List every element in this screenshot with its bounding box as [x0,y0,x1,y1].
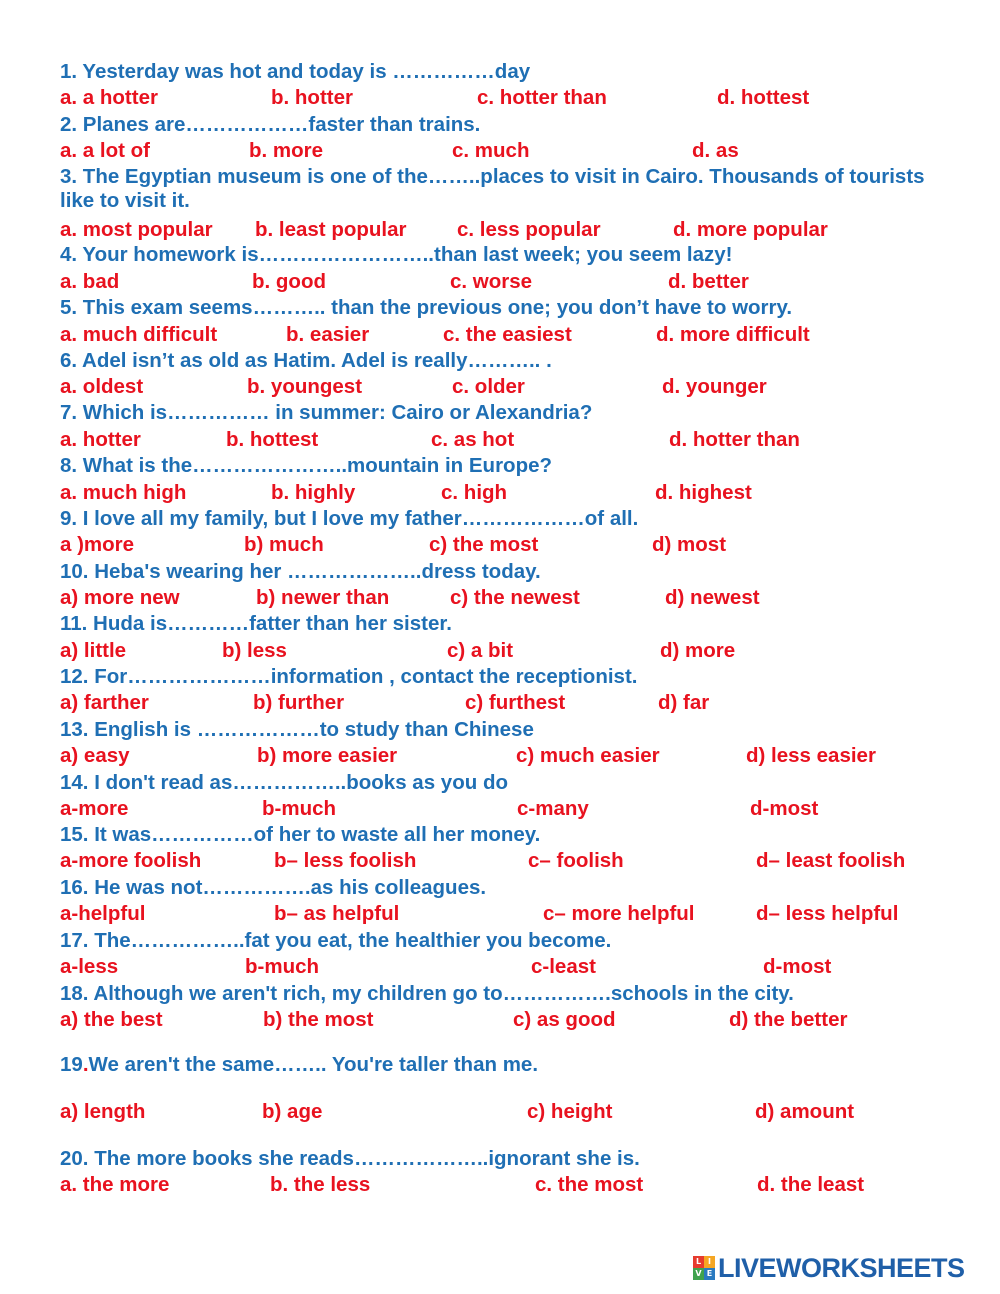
question-7: 7. Which is…………… in summer: Cairo or Alexandria? [60,401,593,424]
question-13-option-b[interactable]: b) more easier [257,744,398,767]
question-3: 3. The Egyptian museum is one of the……..places to visit in Cairo. Thousands of tourists like to visit it. [60,165,925,212]
question-18-option-c[interactable]: c) as good [513,1008,616,1031]
question-16: 16. He was not…………….as his colleagues. [60,876,487,899]
question-13-option-d[interactable]: d) less easier [746,744,876,767]
question-5-option-b[interactable]: b. easier [286,323,370,346]
question-number-dot: . [82,1053,89,1076]
question-8-option-c[interactable]: c. high [441,481,508,504]
question-14-option-d[interactable]: d-most [750,797,819,820]
question-17-option-a[interactable]: a-less [60,955,119,978]
logo-mark-letter: L [693,1256,704,1268]
question-11-option-b[interactable]: b) less [222,639,287,662]
question-8-option-a[interactable]: a. much high [60,481,187,504]
question-8: 8. What is the…………………..mountain in Europe? [60,454,553,477]
question-18: 18. Although we aren't rich, my children go to…………….schools in the city. [60,982,794,1005]
question-1-option-b[interactable]: b. hotter [271,86,353,109]
question-11-option-c[interactable]: c) a bit [447,639,514,662]
logo-mark-icon [693,1256,715,1280]
question-5-option-d[interactable]: d. more difficult [656,323,810,346]
question-9: 9. I love all my family, but I love my father………………of all. [60,507,639,530]
question-18-option-d[interactable]: d) the better [729,1008,848,1031]
question-3-option-c[interactable]: c. less popular [457,218,601,241]
question-10: 10. Heba's wearing her ………………..dress today. [60,560,541,583]
question-12-option-b[interactable]: b) further [253,691,345,714]
logo-mark-letter: E [704,1268,715,1280]
question-9-option-c[interactable]: c) the most [429,533,539,556]
question-11-option-a[interactable]: a) little [60,639,127,662]
question-18-option-b[interactable]: b) the most [263,1008,374,1031]
question-1: 1. Yesterday was hot and today is ……………day [60,60,531,83]
question-19-option-d[interactable]: d) amount [755,1100,855,1123]
question-3-option-b[interactable]: b. least popular [255,218,407,241]
question-14: 14. I don't read as……………..books as you do [60,771,508,794]
question-18-option-a[interactable]: a) the best [60,1008,163,1031]
question-7-option-d[interactable]: d. hotter than [669,428,800,451]
question-4-option-a[interactable]: a. bad [60,270,120,293]
question-10-option-a[interactable]: a) more new [60,586,180,609]
question-13-option-a[interactable]: a) easy [60,744,130,767]
question-11: 11. Huda is…………fatter than her sister. [60,612,452,635]
question-7-option-c[interactable]: c. as hot [431,428,515,451]
question-20-option-b[interactable]: b. the less [270,1173,371,1196]
question-5-option-a[interactable]: a. much difficult [60,323,218,346]
question-9-option-a[interactable]: a )more [60,533,135,556]
question-4-option-b[interactable]: b. good [252,270,327,293]
question-4-option-d[interactable]: d. better [668,270,749,293]
logo-mark-letter: I [704,1256,715,1268]
question-2: 2. Planes are………………faster than trains. [60,113,481,136]
liveworksheets-logo [693,1253,965,1283]
question-2-option-d[interactable]: d. as [692,139,739,162]
question-9-option-b[interactable]: b) much [244,533,324,556]
question-19-option-c[interactable]: c) height [527,1100,613,1123]
logo-mark-letter: V [693,1268,704,1280]
question-9-option-d[interactable]: d) most [652,533,727,556]
question-4-option-c[interactable]: c. worse [450,270,533,293]
question-15: 15. It was……………of her to waste all her money. [60,823,541,846]
question-8-option-d[interactable]: d. highest [655,481,752,504]
question-13: 13. English is ………………to study than Chinese [60,718,534,741]
question-17-option-d[interactable]: d-most [763,955,832,978]
question-2-option-b[interactable]: b. more [249,139,324,162]
question-12-option-d[interactable]: d) far [658,691,710,714]
question-12: 12. For…………………information , contact the receptionist. [60,665,638,688]
question-number: 19 [60,1053,83,1076]
question-8-option-b[interactable]: b. highly [271,481,356,504]
question-6-option-b[interactable]: b. youngest [247,375,363,398]
question-16-option-b[interactable]: b– as helpful [274,902,400,925]
question-16-option-c[interactable]: c– more helpful [543,902,695,925]
question-17-option-b[interactable]: b-much [245,955,320,978]
question-6-option-a[interactable]: a. oldest [60,375,144,398]
question-1-option-a[interactable]: a. a hotter [60,86,158,109]
question-12-option-a[interactable]: a) farther [60,691,149,714]
question-11-option-d[interactable]: d) more [660,639,736,662]
question-3-option-a[interactable]: a. most popular [60,218,213,241]
question-10-option-d[interactable]: d) newest [665,586,760,609]
question-20-option-d[interactable]: d. the least [757,1173,865,1196]
question-5-option-c[interactable]: c. the easiest [443,323,572,346]
question-text: We aren't the same…….. You're taller than me. [88,1053,539,1076]
question-7-option-b[interactable]: b. hottest [226,428,319,451]
question-10-option-b[interactable]: b) newer than [256,586,390,609]
question-12-option-c[interactable]: c) furthest [465,691,566,714]
question-19-option-a[interactable]: a) length [60,1100,146,1123]
question-17: 17. The……………..fat you eat, the healthier you become. [60,929,612,952]
question-15-option-b[interactable]: b– less foolish [274,849,417,872]
question-14-option-a[interactable]: a-more [60,797,129,820]
question-16-option-d[interactable]: d– less helpful [756,902,899,925]
question-15-option-a[interactable]: a-more foolish [60,849,202,872]
question-2-option-a[interactable]: a. a lot of [60,139,150,162]
question-20-option-c[interactable]: c. the most [535,1173,644,1196]
question-14-option-b[interactable]: b-much [262,797,337,820]
question-1-option-d[interactable]: d. hottest [717,86,810,109]
question-15-option-d[interactable]: d– least foolish [756,849,906,872]
question-14-option-c[interactable]: c-many [517,797,589,820]
question-6-option-d[interactable]: d. younger [662,375,767,398]
question-2-option-c[interactable]: c. much [452,139,530,162]
question-3-option-d[interactable]: d. more popular [673,218,828,241]
question-6-option-c[interactable]: c. older [452,375,525,398]
question-13-option-c[interactable]: c) much easier [516,744,660,767]
question-17-option-c[interactable]: c-least [531,955,596,978]
question-7-option-a[interactable]: a. hotter [60,428,141,451]
question-19 [60,1053,538,1077]
question-5: 5. This exam seems……….. than the previous one; you don’t have to worry. [60,296,793,319]
question-4: 4. Your homework is……………………..than last week; you seem lazy! [60,243,733,266]
logo-text: LIVEWORKSHEETS [718,1252,965,1283]
question-19-option-b[interactable]: b) age [262,1100,323,1123]
question-6: 6. Adel isn’t as old as Hatim. Adel is really……….. . [60,349,552,372]
question-1-option-c[interactable]: c. hotter than [477,86,607,109]
question-10-option-c[interactable]: c) the newest [450,586,580,609]
question-20: 20. The more books she reads………………..ignorant she is. [60,1147,640,1170]
question-15-option-c[interactable]: c– foolish [528,849,624,872]
question-16-option-a[interactable]: a-helpful [60,902,146,925]
question-20-option-a[interactable]: a. the more [60,1173,170,1196]
